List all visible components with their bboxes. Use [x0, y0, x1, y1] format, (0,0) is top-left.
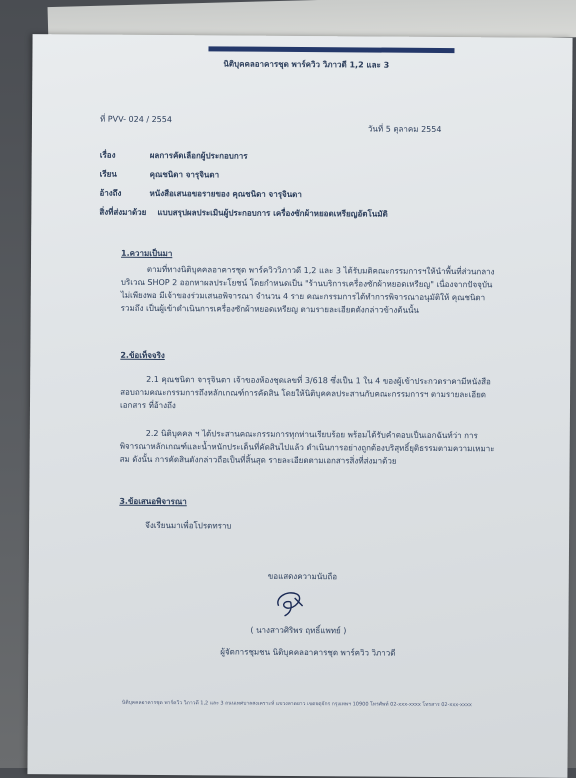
recipient-value: คุณชนิดา จารุจินดา: [149, 169, 220, 180]
subject-label: เรื่อง: [99, 150, 116, 160]
letter-date: วันที่ 5 ตุลาคม 2554: [367, 124, 442, 134]
attachment-label: สิ่งที่ส่งมาด้วย: [99, 207, 147, 217]
subject-row: [100, 149, 248, 163]
letterhead-org: นิติบุคคลอาคารชุด พาร์ควิว วิภาวดี 1,2 และ 3: [223, 59, 390, 70]
footer-address: นิติบุคคลอาคารชุด พาร์ควิว วิภาวดี 1,2 และ 3 ถนนเทศบาลสงเคราะห์ แขวงลาดยาว เขตจตุจักร กรุงเทพฯ 10900 โทรศัพท์ 02-xxx-xxxx โทรสาร 02-xxx-xxxx: [121, 699, 472, 709]
header-bar: [208, 46, 454, 53]
signature-icon: [273, 584, 309, 620]
recipient-row: [100, 168, 220, 182]
reference-value: หนังสือเสนอขอรายของ คุณชนิดา จารุจินดา: [149, 188, 302, 200]
section2-paragraph-1: 2.1 คุณชนิดา จารุจินดา เจ้าของห้องชุดเลขที่ 3/618 ซึ่งเป็น 1 ใน 4 ของผู้เข้าประกวดราคามีหนังสือ สอบถามคณะกรรมการถึงหลักเกณฑ์การคัดสิน โดยให้นิติบุคคลประสานกับคณะกรรมการฯ ตามรายละเอียดเอกสาร ที่อ้างถึง: [119, 374, 491, 411]
subject-value: ผลการคัดเลือกผู้ประกอบการ: [149, 150, 248, 161]
section2-paragraph-2: 2.2 นิติบุคคล ฯ ได้ประสานคณะกรรมการทุกท่านเรียบร้อย พร้อมได้รับคำตอบเป็นเอกฉันท์ว่า การพิจารณาหลักเกณฑ์และน้ำหนักประเด็นที่คัดสินไปแล้ว ดำเนินการอย่างถูกต้องบริสุทธิ์ยุติธรรมตามความเหมาะสม ดังนั้น การคัดสินดังกล่าวถือเป็นที่สิ้นสุด รายละเอียดตามเอกสารสิ่งที่ส่งมาด้วย: [119, 428, 495, 466]
reference-number: ที่ PVV- 024 / 2554: [99, 114, 172, 125]
signatory-name: ( นางสาวศิริพร ฤทธิ์แพทย์ ): [250, 625, 347, 636]
attachment-value: แบบสรุปผลประเมินผู้ประกอบการ เครื่องซักผ้าหยอดเหรียญอัตโนมัติ: [157, 207, 388, 219]
reference-label: อ้างถึง: [99, 188, 122, 198]
attachment-row: [99, 206, 387, 221]
signatory-position: ผู้จัดการชุมชน นิติบุคคลอาคารชุด พาร์ควิว วิภาวดี: [220, 647, 396, 658]
section1-body: ตามที่ทางนิติบุคคลอาคารชุด พาร์ควิววิภาวดี 1,2 และ 3 ได้รับมติคณะกรรมการฯให้นำพื้นที่ส่วนกลาง บริเวณ SHOP 2 ออกหาผลประโยชน์ โดยกำหนดเป็น "ร้านบริการเครื่องซักผ้าหยอดเหรียญ" เนื่องจากปัจจุบัน ไม่เพียงพอ มีเจ้าของร่วมเสนอพิจารณา จำนวน 4 ราย คณะกรรมการได้ทำการพิจารณาอนุมัติให้ คุณชนิดา รวมถึง เป็นผู้เข้าดำเนินการเครื่องซักผ้าหยอดเหรียญ ตามรายละเอียดดังกล่าวข้างต้นนั้น: [120, 264, 495, 315]
section2-heading: 2.ข้อเท็จจริง: [120, 350, 165, 361]
closing-regards: ขอแสดงความนับถือ: [267, 571, 338, 582]
recipient-label: เรียน: [99, 169, 117, 179]
letter-page: [27, 34, 572, 778]
section1-heading: 1.ความเป็นมา: [121, 248, 173, 259]
reference-row: [99, 187, 301, 201]
section3-body: จึงเรียนมาเพื่อโปรดทราบ: [145, 520, 232, 531]
section3-heading: 3.ข้อเสนอพิจารณา: [119, 496, 187, 507]
